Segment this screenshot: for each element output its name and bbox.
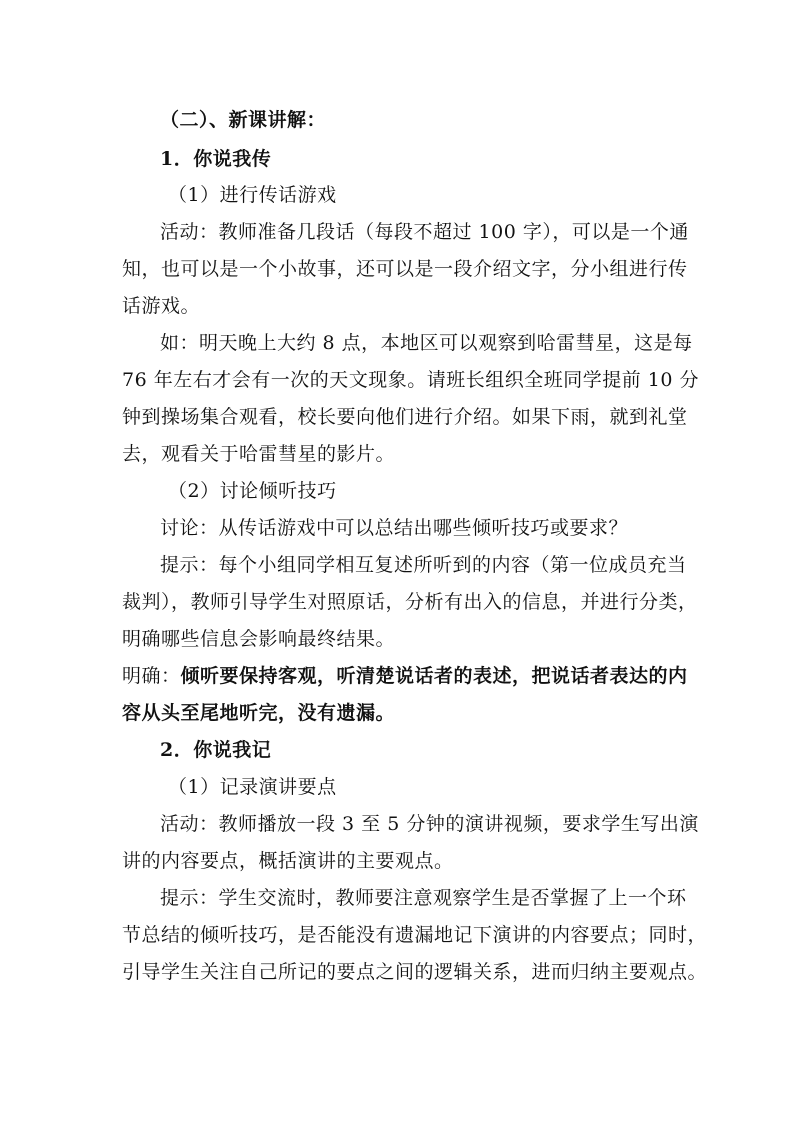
part1-hint-line-1: 提示：每个小组同学相互复述所听到的内容（第一位成员充当: [160, 554, 687, 576]
clarify-label: 明确：: [122, 665, 181, 687]
part1-activity-line-1: 活动：教师准备几段话（每段不超过 100 字），可以是一个通: [160, 221, 689, 243]
clarify-line-2: 容从头至尾地听完，没有遗漏。: [122, 702, 396, 724]
part2-hint-line-3: 引导学生关注自己所记的要点之间的逻辑关系，进而归纳主要观点。: [122, 961, 708, 983]
part2-hint-line-1: 提示：学生交流时，教师要注意观察学生是否掌握了上一个环: [160, 887, 687, 909]
part1-example-line-3: 钟到操场集合观看，校长要向他们进行介绍。如果下雨，就到礼堂: [122, 406, 688, 428]
part1-activity-line-2: 知，也可以是一个小故事，还可以是一段介绍文字，分小组进行传: [122, 258, 688, 280]
section-heading: （二）、新课讲解：: [160, 109, 327, 131]
part1-sub2-title: （2）讨论倾听技巧: [168, 480, 337, 502]
part1-example-line-1: 如：明天晚上大约 8 点，本地区可以观察到哈雷彗星，这是每: [160, 332, 693, 354]
part2-sub1-title: （1）记录演讲要点: [168, 776, 337, 798]
part1-sub1-title: （1）进行传话游戏: [168, 184, 337, 206]
part1-example-line-4: 去，观看关于哈雷彗星的影片。: [122, 443, 396, 465]
part2-hint-line-2: 节总结的倾听技巧，是否能没有遗漏地记下演讲的内容要点；同时，: [122, 924, 708, 946]
part1-activity-line-3: 话游戏。: [122, 295, 201, 317]
clarify-text-1: 倾听要保持客观，听清楚说话者的表述，把说话者表达的内: [180, 665, 688, 687]
clarify-line-1: [122, 664, 688, 688]
part2-activity-line-2: 讲的内容要点，概括演讲的主要观点。: [122, 850, 454, 872]
part2-activity-line-1: 活动：教师播放一段 3 至 5 分钟的演讲视频，要求学生写出演: [160, 813, 699, 835]
part1-discussion: 讨论：从传话游戏中可以总结出哪些倾听技巧或要求？: [160, 517, 629, 539]
part1-example-line-2: 76 年左右才会有一次的天文现象。请班长组织全班同学提前 10 分: [122, 369, 699, 391]
part1-hint-line-2: 裁判），教师引导学生对照原话，分析有出入的信息，并进行分类，: [122, 591, 698, 613]
part1-heading: 1．你说我传: [160, 148, 272, 170]
part2-heading: 2．你说我记: [160, 739, 272, 761]
part1-hint-line-3: 明确哪些信息会影响最终结果。: [122, 628, 396, 650]
